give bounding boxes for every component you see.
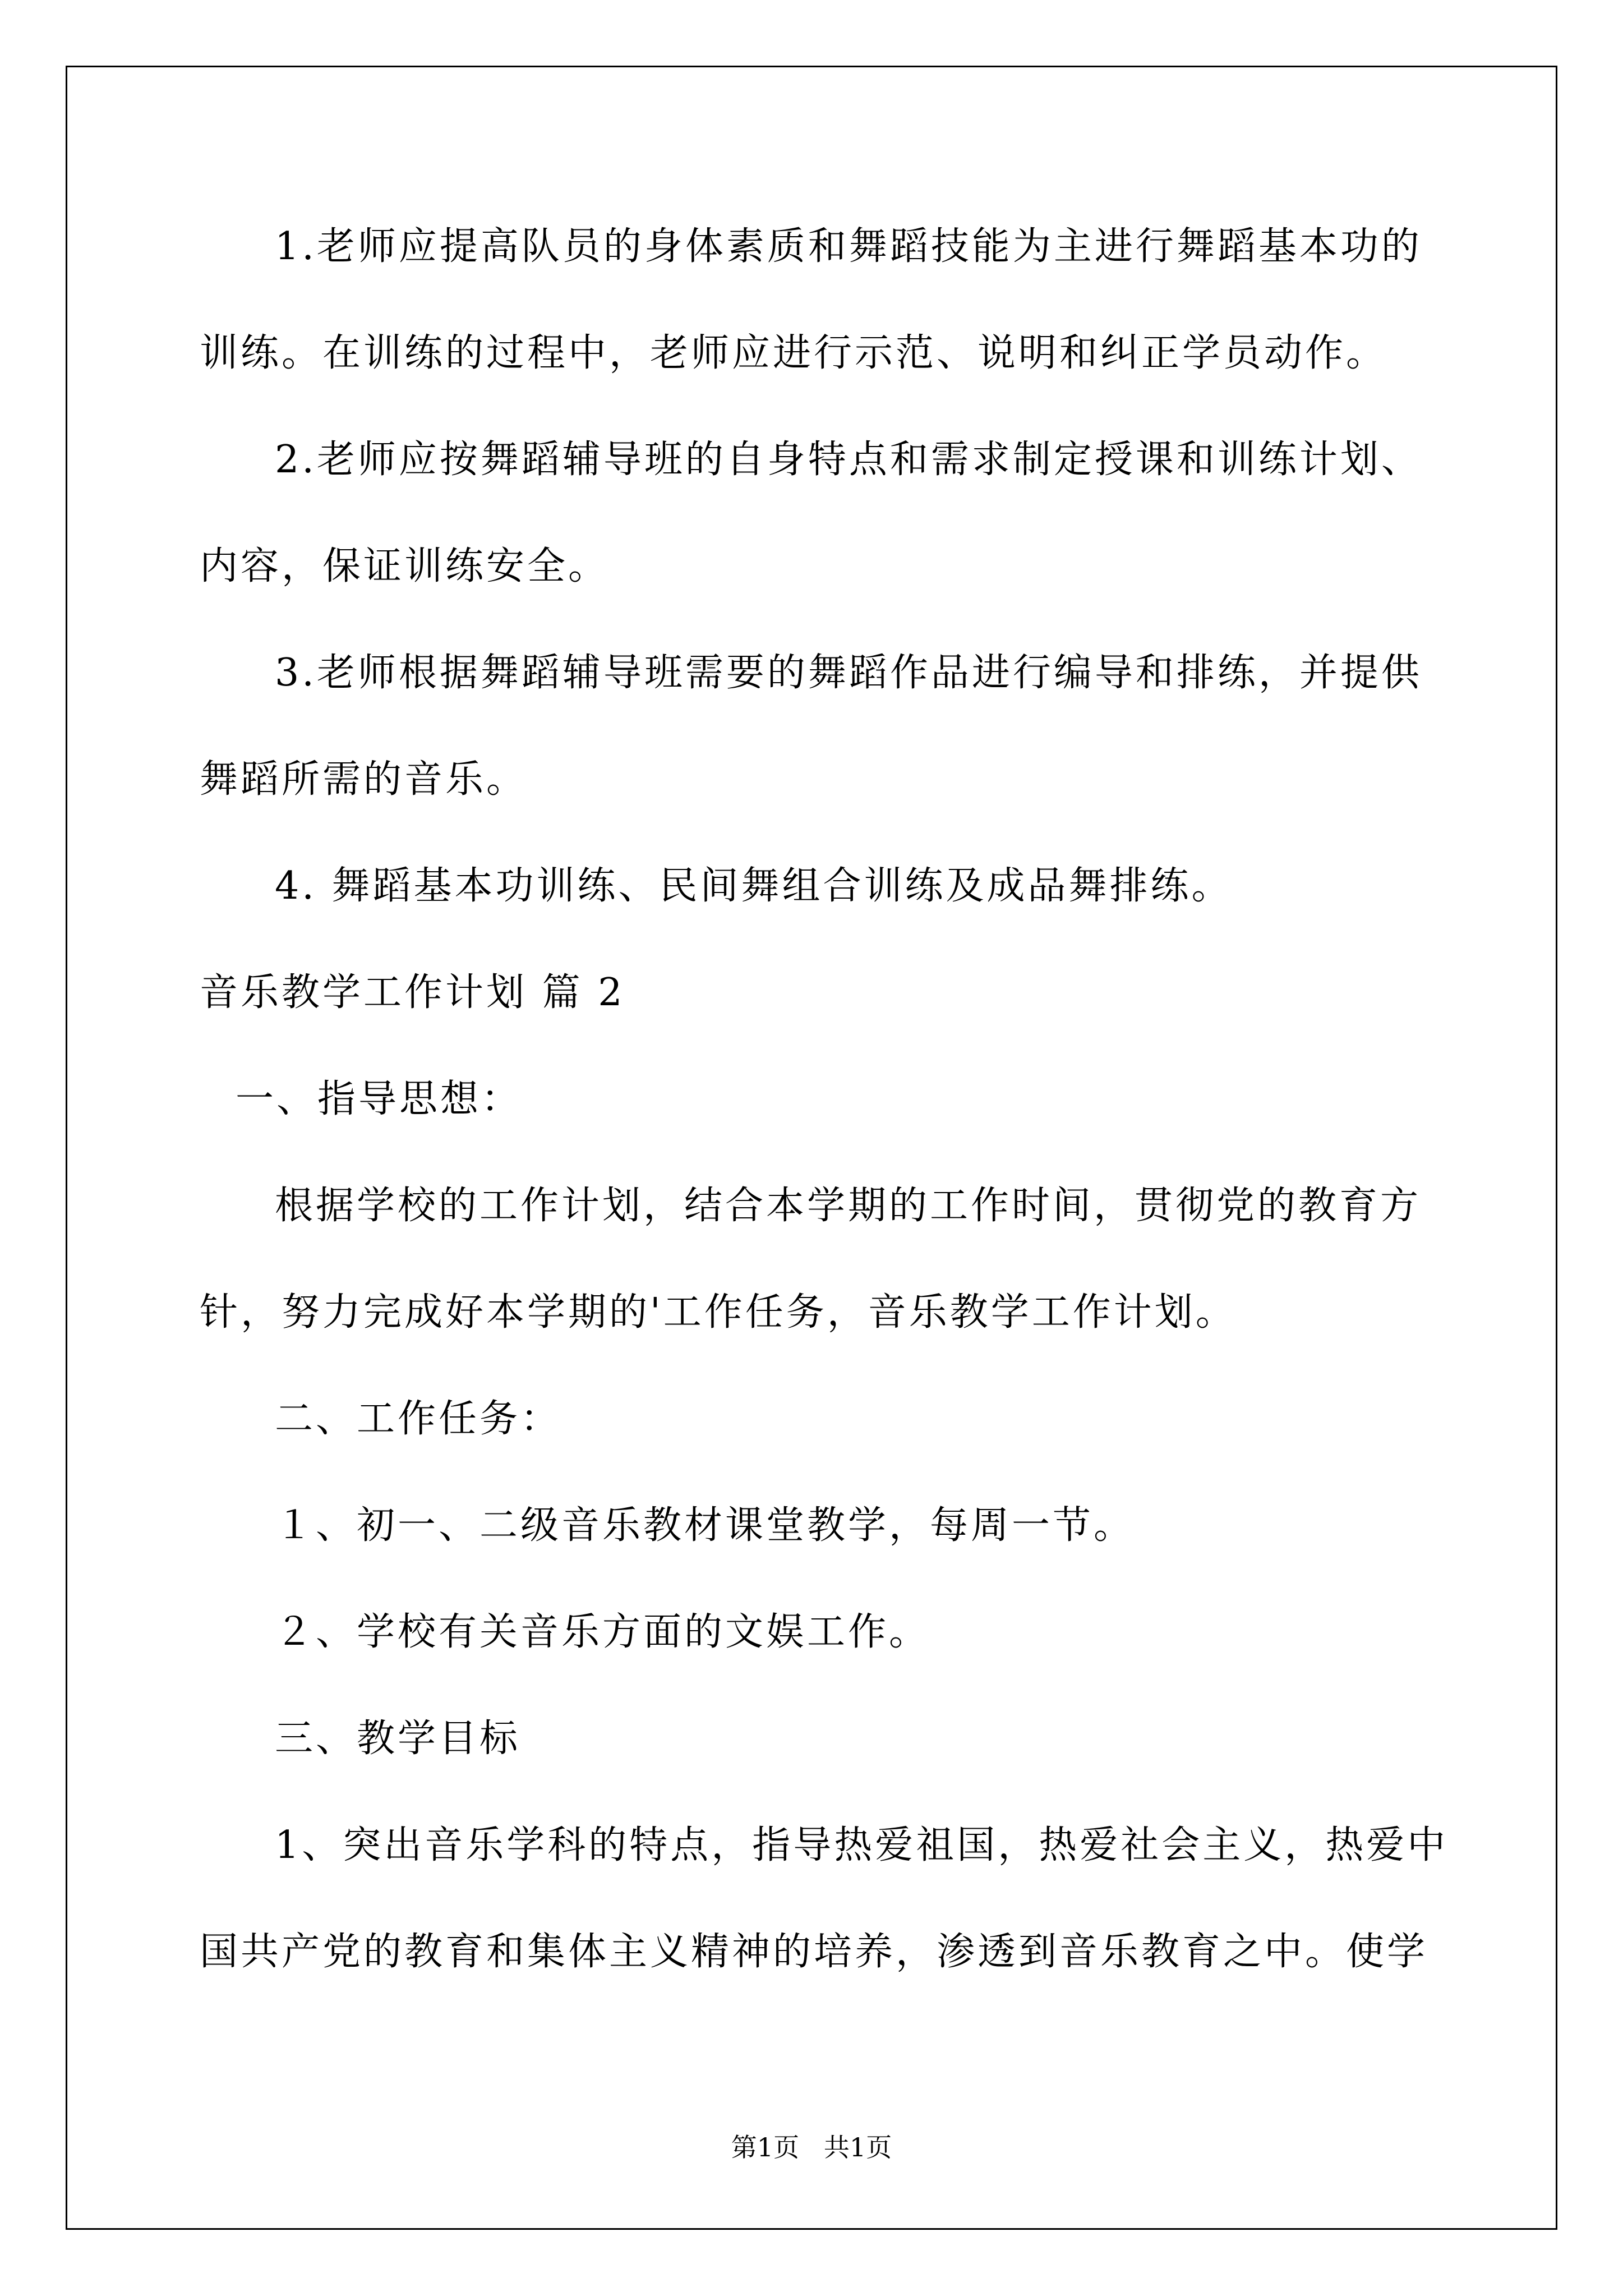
section-heading: 音乐教学工作计划 篇 2 xyxy=(200,970,625,1015)
paragraph-line: 1.老师应提高队员的身体素质和舞蹈技能为主进行舞蹈基本功的 xyxy=(275,224,1422,269)
subsection-heading: 二、工作任务： xyxy=(275,1397,562,1441)
paragraph-line: 2.老师应按舞蹈辅导班的自身特点和需求制定授课和训练计划、 xyxy=(275,438,1422,482)
paragraph-line: 国共产党的教育和集体主义精神的培养，渗透到音乐教育之中。使学 xyxy=(200,1930,1428,1974)
page-footer: 第1页 共1页 xyxy=(731,2132,892,2162)
list-item: ２、学校有关音乐方面的文娱工作。 xyxy=(275,1610,930,1654)
paragraph-line: 内容，保证训练安全。 xyxy=(200,544,610,588)
page-border xyxy=(66,66,1557,2230)
list-item: １、初一、二级音乐教材课堂教学，每周一节。 xyxy=(275,1503,1135,1548)
subsection-heading: 一、指导思想： xyxy=(236,1077,523,1121)
paragraph-line: 3.老师根据舞蹈辅导班需要的舞蹈作品进行编导和排练，并提供 xyxy=(275,651,1422,695)
paragraph-line: 1、突出音乐学科的特点，指导热爱祖国，热爱社会主义，热爱中 xyxy=(275,1823,1449,1867)
subsection-heading: 三、教学目标 xyxy=(275,1717,521,1761)
paragraph-line: 根据学校的工作计划，结合本学期的工作时间，贯彻党的教育方 xyxy=(275,1184,1422,1228)
paragraph-line: 4. 舞蹈基本功训练、民间舞组合训练及成品舞排练。 xyxy=(275,864,1233,908)
paragraph-line: 舞蹈所需的音乐。 xyxy=(200,757,528,802)
paragraph-line: 针，努力完成好本学期的'工作任务，音乐教学工作计划。 xyxy=(200,1290,1237,1335)
paragraph-line: 训练。在训练的过程中，老师应进行示范、说明和纠正学员动作。 xyxy=(200,331,1387,375)
